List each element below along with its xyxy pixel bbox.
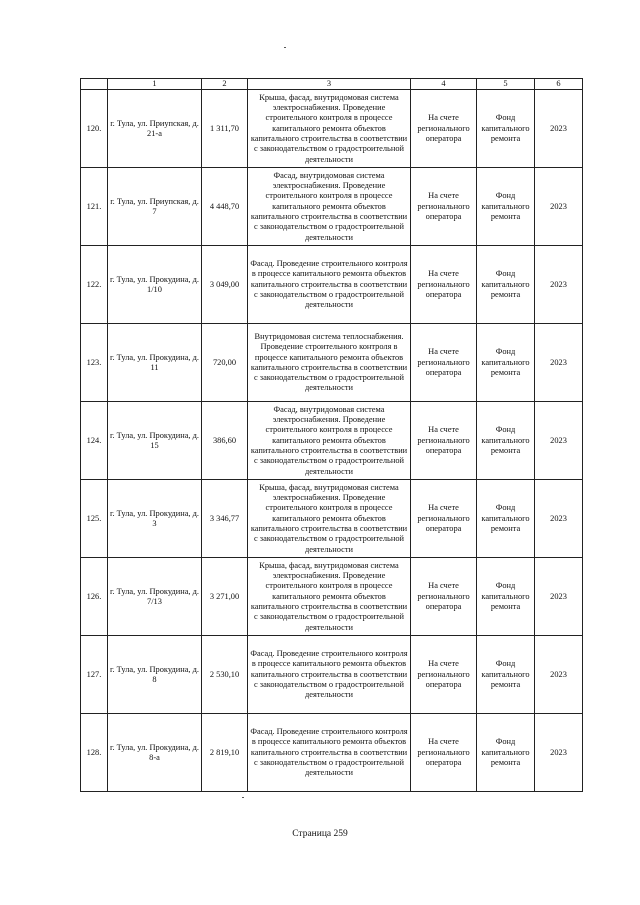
account-cell: На счете регионального оператора <box>411 714 477 792</box>
address-cell: г. Тула, ул. Прокудина, д. 7/13 <box>108 558 202 636</box>
source-cell: Фонд капитального ремонта <box>477 636 535 714</box>
address-cell: г. Тула, ул. Прокудина, д. 11 <box>108 324 202 402</box>
header-cell-2: 2 <box>202 79 248 90</box>
cost-cell: 4 448,70 <box>202 168 248 246</box>
works-cell: Фасад, внутридомовая система электроснабжения. Проведение строительного контроля в процессе капитального ремонта объектов капитального строительства в соответствии с законодательством о градостроительной деятельности <box>248 402 411 480</box>
header-cell-4: 4 <box>411 79 477 90</box>
year-cell: 2023 <box>535 90 583 168</box>
year-cell: 2023 <box>535 636 583 714</box>
header-cell-blank <box>81 79 108 90</box>
table-row <box>81 324 583 402</box>
source-cell: Фонд капитального ремонта <box>477 558 535 636</box>
works-cell: Фасад. Проведение строительного контроля в процессе капитального ремонта объектов капитального строительства в соответствии с законодательством о градостроительной деятельности <box>248 636 411 714</box>
address-cell: г. Тула, ул. Прокудина, д. 3 <box>108 480 202 558</box>
row-number: 121. <box>81 168 108 246</box>
header-cell-6: 6 <box>535 79 583 90</box>
page-number-footer: Страница 259 <box>292 829 348 839</box>
account-cell: На счете регионального оператора <box>411 90 477 168</box>
account-cell: На счете регионального оператора <box>411 558 477 636</box>
cost-cell: 720,00 <box>202 324 248 402</box>
row-number: 120. <box>81 90 108 168</box>
account-cell: На счете регионального оператора <box>411 324 477 402</box>
source-cell: Фонд капитального ремонта <box>477 402 535 480</box>
works-cell: Фасад. Проведение строительного контроля в процессе капитального ремонта объектов капитального строительства в соответствии с законодательством о градостроительной деятельности <box>248 714 411 792</box>
address-cell: г. Тула, ул. Прокудина, д. 8 <box>108 636 202 714</box>
source-cell: Фонд капитального ремонта <box>477 90 535 168</box>
header-cell-1: 1 <box>108 79 202 90</box>
address-cell: г. Тула, ул. Приупская, д. 21-а <box>108 90 202 168</box>
works-cell: Крыша, фасад, внутридомовая система электроснабжения. Проведение строительного контроля в процессе капитального ремонта объектов капитального строительства в соответствии с законодательством о градостроительной деятельности <box>248 480 411 558</box>
row-number: 122. <box>81 246 108 324</box>
table-row <box>81 246 583 324</box>
address-cell: г. Тула, ул. Прокудина, д. 8-а <box>108 714 202 792</box>
account-cell: На счете регионального оператора <box>411 402 477 480</box>
table-row <box>81 714 583 792</box>
row-number: 127. <box>81 636 108 714</box>
table-row <box>81 636 583 714</box>
repair-program-table <box>80 78 583 792</box>
cost-cell: 3 271,00 <box>202 558 248 636</box>
cost-cell: 386,60 <box>202 402 248 480</box>
table-row <box>81 480 583 558</box>
source-cell: Фонд капитального ремонта <box>477 168 535 246</box>
year-cell: 2023 <box>535 714 583 792</box>
cost-cell: 3 049,00 <box>202 246 248 324</box>
account-cell: На счете регионального оператора <box>411 636 477 714</box>
header-cell-3: 3 <box>248 79 411 90</box>
works-cell: Крыша, фасад, внутридомовая система электроснабжения. Проведение строительного контроля в процессе капитального ремонта объектов капитального строительства в соответствии с законодательством о градостроительной деятельности <box>248 558 411 636</box>
cost-cell: 2 530,10 <box>202 636 248 714</box>
works-cell: Крыша, фасад, внутридомовая система электроснабжения. Проведение строительного контроля в процессе капитального ремонта объектов капитального строительства в соответствии с законодательством о градостроительной деятельности <box>248 90 411 168</box>
row-number: 126. <box>81 558 108 636</box>
address-cell: г. Тула, ул. Приупская, д. 7 <box>108 168 202 246</box>
row-number: 124. <box>81 402 108 480</box>
source-cell: Фонд капитального ремонта <box>477 324 535 402</box>
table-row <box>81 558 583 636</box>
source-cell: Фонд капитального ремонта <box>477 480 535 558</box>
cost-cell: 2 819,10 <box>202 714 248 792</box>
account-cell: На счете регионального оператора <box>411 480 477 558</box>
works-cell: Фасад, внутридомовая система электроснабжения. Проведение строительного контроля в процессе капитального ремонта объектов капитального строительства в соответствии с законодательством о градостроительной деятельности <box>248 168 411 246</box>
document-table-container <box>80 78 582 792</box>
cost-cell: 1 311,70 <box>202 90 248 168</box>
year-cell: 2023 <box>535 324 583 402</box>
year-cell: 2023 <box>535 558 583 636</box>
year-cell: 2023 <box>535 246 583 324</box>
row-number: 125. <box>81 480 108 558</box>
table-row <box>81 168 583 246</box>
source-cell: Фонд капитального ремонта <box>477 246 535 324</box>
row-number: 128. <box>81 714 108 792</box>
cost-cell: 3 346,77 <box>202 480 248 558</box>
header-cell-5: 5 <box>477 79 535 90</box>
source-cell: Фонд капитального ремонта <box>477 714 535 792</box>
year-cell: 2023 <box>535 480 583 558</box>
year-cell: 2023 <box>535 402 583 480</box>
table-row <box>81 90 583 168</box>
account-cell: На счете регионального оператора <box>411 168 477 246</box>
works-cell: Внутридомовая система теплоснабжения. Проведение строительного контроля в процессе капитального ремонта объектов капитального строительства в соответствии с законодательством о градостроительной деятельности <box>248 324 411 402</box>
account-cell: На счете регионального оператора <box>411 246 477 324</box>
works-cell: Фасад. Проведение строительного контроля в процессе капитального ремонта объектов капитального строительства в соответствии с законодательством о градостроительной деятельности <box>248 246 411 324</box>
row-number: 123. <box>81 324 108 402</box>
table-row <box>81 402 583 480</box>
table-header-row <box>81 79 583 90</box>
address-cell: г. Тула, ул. Прокудина, д. 1/10 <box>108 246 202 324</box>
address-cell: г. Тула, ул. Прокудина, д. 15 <box>108 402 202 480</box>
year-cell: 2023 <box>535 168 583 246</box>
